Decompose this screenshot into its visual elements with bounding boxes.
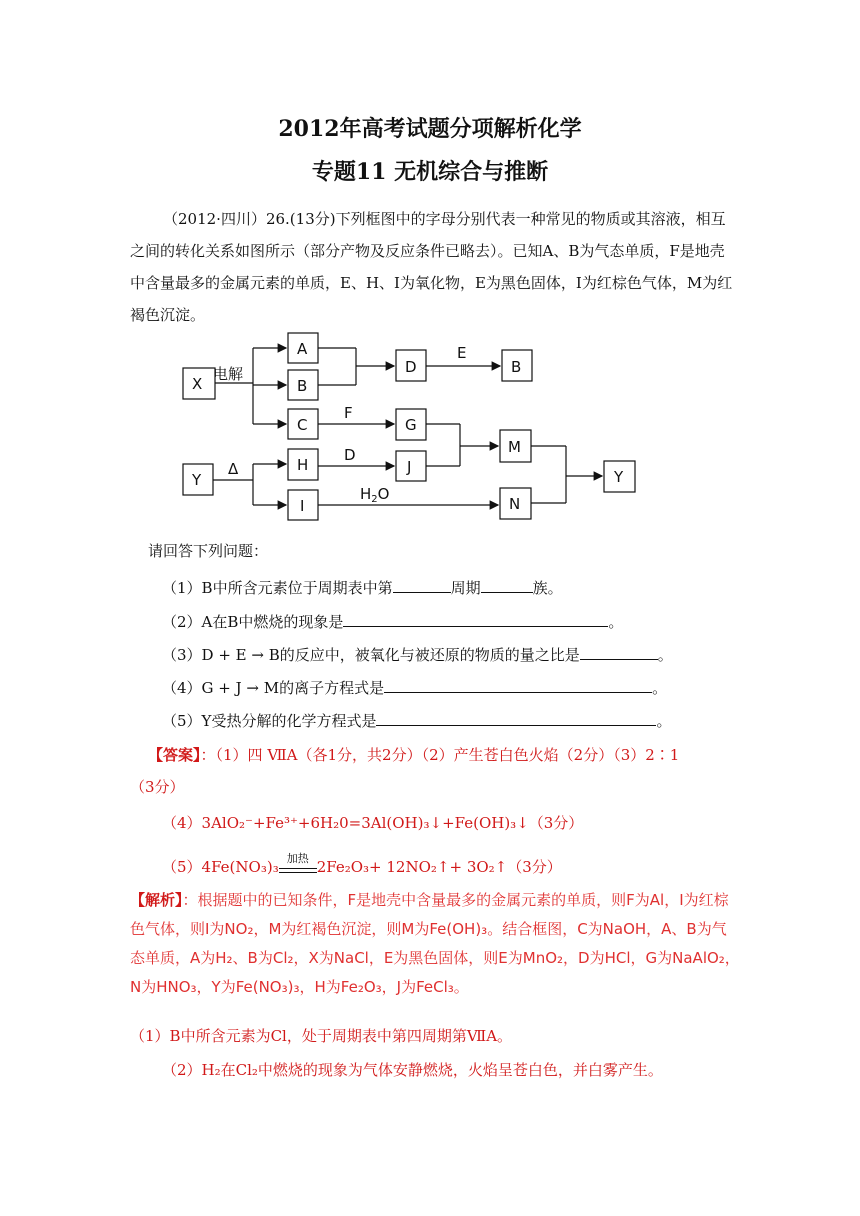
page-subtitle: 专题11 无机综合与推断 [311,159,549,185]
heat-condition: 加热 [286,852,309,865]
explanation-1: （1）B中所含元素为Cl，处于周期表中第四周期第ⅦA。 [130,1027,513,1045]
explanation-2: （2）H₂在Cl₂中燃烧的现象为气体安静燃烧，火焰呈苍白色，并白雾产生。 [162,1061,663,1079]
node-h-label: H [297,456,309,474]
node-d-label: D [405,358,417,376]
question-3: （3）D + E → B的反应中，被氧化与被还原的物质的量之比是 。 [162,646,673,664]
edge-label-f: F [344,404,353,422]
edge-label-e: E [457,344,467,362]
question-intro: （2012·四川）26.(13分)下列框图中的字母分别代表一种常见的物质或其溶液，相互之间的转化关系如图所示（部分产物及反应条件已略去）。已知A、B为气态单质，F是地壳中含量最多的金属元素的单质，E、H、I为氧化物，E为黑色固体，I为红棕色气体，M为红褐色沉淀。 [130,210,733,324]
question-4: （4）G + J → M的离子方程式是 。 [162,679,668,697]
node-n-label: N [509,495,521,513]
edge-label-electrolysis: 电解 [213,365,244,383]
node-j-label: J [407,458,412,476]
node-c-label: C [297,416,308,434]
analysis-paragraph: 【解析】：根据题中的已知条件，F是地壳中含量最多的金属元素的单质，则F为Al，I为红棕色气体，则I为NO₂，M为红褐色沉淀，则M为Fe(OH)₃。结合框图，C为NaOH，A、B为气态单质，A为H₂、B为Cl₂，X为NaCl，E为黑色固体，则E为MnO₂，D为HCl，G为NaAlO₂，N为HNO₃，Y为Fe(NO₃)₃，H为Fe₂O₃，J为FeCl₃。 [130,891,740,996]
answer-prompt: 请回答下列问题： [148,542,269,560]
edge-label-d: D [344,446,356,464]
answer-line-3: （4）3AlO₂⁻+Fe³⁺+6H₂0=3Al(OH)₃↓+Fe(OH)₃↓（3分） [162,814,584,832]
node-y2-label: Y [614,468,624,486]
node-y1-label: Y [192,471,202,489]
node-x-label: X [192,375,203,393]
page-title: 2012年高考试题分项解析化学 [278,116,582,142]
edge-label-heat: Δ [228,460,239,478]
answer-line-4: （5）4Fe(NO₃)₃ 加热 2Fe₂O₃+ 12NO₂↑+ 3O₂↑（3分） [162,852,562,876]
analysis-label: 【解析】 [130,891,183,909]
reaction-diagram [0,320,860,530]
node-a-label: A [297,340,308,358]
node-i-label: I [300,497,305,515]
answer-line-1: 【答案】：（1）四 ⅦA（各1分，共2分）（2）产生苍白色火焰（2分）（3）2∶1 [148,746,680,764]
edge-label-water: $H_2O$ [360,485,390,505]
question-2: （2）A在B中燃烧的现象是 。 [162,613,624,631]
question-5: （5）Y受热分解的化学方程式是 。 [162,712,672,730]
answer-line-2: （3分） [130,778,185,796]
answer-label: 【答案】 [148,746,201,764]
node-m-label: M [508,438,521,456]
node-b1-label: B [297,377,308,395]
node-b2-label: B [511,358,522,376]
question-1: （1）B中所含元素位于周期表中第 周期 族。 [162,579,563,597]
node-g-label: G [405,416,417,434]
